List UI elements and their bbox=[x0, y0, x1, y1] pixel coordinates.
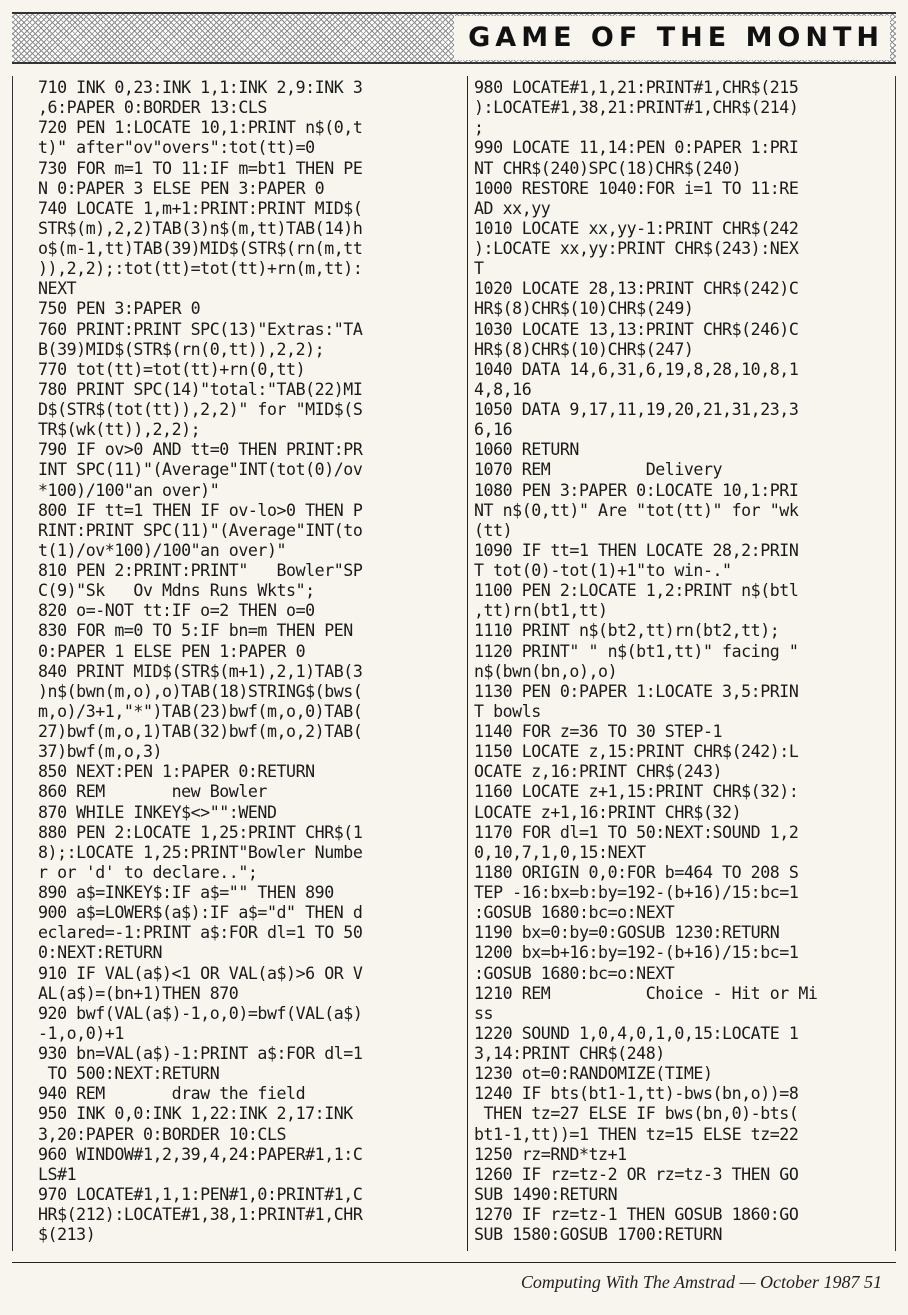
section-title: GAME OF THE MONTH bbox=[454, 16, 890, 60]
code-line: 1030 LOCATE 13,13:PRINT CHR$(246)C bbox=[474, 319, 799, 339]
code-line: 1160 LOCATE z+1,15:PRINT CHR$(32): bbox=[474, 782, 799, 802]
code-line: 740 LOCATE 1,m+1:PRINT:PRINT MID$( bbox=[38, 198, 363, 218]
code-line: 1050 DATA 9,17,11,19,20,21,31,23,3 bbox=[474, 400, 799, 419]
code-line: 1100 PEN 2:LOCATE 1,2:PRINT n$(btl bbox=[474, 581, 799, 601]
code-line: 1230 ot=0:RANDOMIZE(TIME) bbox=[474, 1064, 713, 1084]
code-line: 1090 IF tt=1 THEN LOCATE 28,2:PRIN bbox=[474, 540, 799, 560]
code-line: SUB 1490:RETURN bbox=[474, 1184, 618, 1204]
code-line: 8);:LOCATE 1,25:PRINT"Bowler Numbe bbox=[38, 842, 363, 862]
code-line: HR$(8)CHR$(10)CHR$(249) bbox=[474, 299, 694, 319]
code-line: 1260 IF rz=tz-2 OR rz=tz-3 THEN GO bbox=[474, 1164, 799, 1184]
code-line: N 0:PAPER 3 ELSE PEN 3:PAPER 0 bbox=[38, 178, 325, 198]
code-line: 1200 bx=b+16:by=192-(b+16)/15:bc=1 bbox=[474, 943, 799, 963]
code-line: 850 NEXT:PEN 1:PAPER 0:RETURN bbox=[38, 762, 315, 782]
code-line: 870 WHILE INKEY$<>"":WEND bbox=[38, 802, 277, 822]
code-line: NT n$(0,tt)" Are "tot(tt)" for "wk bbox=[474, 500, 799, 520]
code-line: :GOSUB 1680:bc=o:NEXT bbox=[474, 903, 675, 923]
code-line: 6,16 bbox=[474, 420, 513, 440]
code-line: T bowls bbox=[474, 701, 541, 721]
code-line: r or 'd' to declare.."; bbox=[38, 862, 258, 882]
code-line: 1060 RETURN bbox=[474, 440, 579, 460]
code-line: NT CHR$(240)SPC(18)CHR$(240) bbox=[474, 158, 742, 178]
code-line: 3,20:PAPER 0:BORDER 10:CLS bbox=[38, 1124, 287, 1144]
code-line: 1020 LOCATE 28,13:PRINT CHR$(242)C bbox=[474, 279, 799, 299]
code-line: 1080 PEN 3:PAPER 0:LOCATE 10,1:PRI bbox=[474, 480, 799, 500]
code-line: 1130 PEN 0:PAPER 1:LOCATE 3,5:PRIN bbox=[474, 681, 799, 701]
code-line: NEXT bbox=[38, 279, 77, 299]
code-line: TR$(wk(tt)),2,2); bbox=[38, 420, 201, 440]
code-line: (tt) bbox=[474, 520, 513, 540]
code-line: 1120 PRINT" " n$(bt1,tt)" facing " bbox=[474, 641, 799, 661]
page-right-rule bbox=[895, 76, 896, 1251]
code-line: TO 500:NEXT:RETURN bbox=[38, 1064, 220, 1084]
code-line: RINT:PRINT SPC(11)"(Average"INT(to bbox=[38, 520, 363, 540]
code-line: 980 LOCATE#1,1,21:PRINT#1,CHR$(215 bbox=[474, 78, 799, 97]
code-line: 1000 RESTORE 1040:FOR i=1 TO 11:RE bbox=[474, 178, 799, 198]
code-line: 0:NEXT:RETURN bbox=[38, 943, 163, 963]
code-line: 1070 REM Delivery bbox=[474, 460, 723, 480]
code-line: 770 tot(tt)=tot(tt)+rn(0,tt) bbox=[38, 359, 306, 379]
code-line: INT SPC(11)"(Average"INT(tot(0)/ov bbox=[38, 460, 363, 480]
code-line: 890 a$=INKEY$:IF a$="" THEN 890 bbox=[38, 883, 334, 902]
code-line: n$(bwn(bn,o),o) bbox=[474, 661, 618, 681]
code-line: 830 FOR m=0 TO 5:IF bn=m THEN PEN bbox=[38, 621, 353, 641]
column-divider bbox=[467, 76, 468, 1251]
footer-rule bbox=[12, 1262, 896, 1263]
code-line: 910 IF VAL(a$)<1 OR VAL(a$)>6 OR V bbox=[38, 963, 363, 983]
code-line: 1170 FOR dl=1 TO 50:NEXT:SOUND 1,2 bbox=[474, 822, 799, 842]
code-line: eclared=-1:PRINT a$:FOR dl=1 TO 50 bbox=[38, 923, 363, 943]
code-line: 880 PEN 2:LOCATE 1,25:PRINT CHR$(1 bbox=[38, 822, 363, 842]
code-line: 1150 LOCATE z,15:PRINT CHR$(242):L bbox=[474, 742, 799, 762]
code-line: D$(STR$(tot(tt)),2,2)" for "MID$(S bbox=[38, 400, 363, 419]
code-line: 1110 PRINT n$(bt2,tt)rn(bt2,tt); bbox=[474, 621, 780, 641]
code-line: 730 FOR m=1 TO 11:IF m=bt1 THEN PE bbox=[38, 158, 363, 178]
code-line: bt1-1,tt))=1 THEN tz=15 ELSE tz=22 bbox=[474, 1124, 799, 1144]
page-header-banner bbox=[12, 12, 896, 64]
code-line: 1010 LOCATE xx,yy-1:PRINT CHR$(242 bbox=[474, 218, 799, 238]
code-line: LS#1 bbox=[38, 1164, 77, 1184]
code-line: )),2,2);:tot(tt)=tot(tt)+rn(m,tt): bbox=[38, 259, 363, 279]
code-line: 780 PRINT SPC(14)"total:"TAB(22)MI bbox=[38, 379, 363, 399]
code-line: 1240 IF bts(bt1-1,tt)-bws(bn,o))=8 bbox=[474, 1084, 799, 1104]
code-line: T bbox=[474, 259, 484, 279]
code-line: -1,o,0)+1 bbox=[38, 1023, 124, 1043]
code-line: t(1)/ov*100)/100"an over)" bbox=[38, 540, 287, 560]
code-line: 27)bwf(m,o,1)TAB(32)bwf(m,o,2)TAB( bbox=[38, 722, 363, 741]
code-line: 3,14:PRINT CHR$(248) bbox=[474, 1044, 665, 1063]
code-line: OCATE z,16:PRINT CHR$(243) bbox=[474, 762, 723, 782]
code-line: 1140 FOR z=36 TO 30 STEP-1 bbox=[474, 722, 723, 741]
code-line: ):LOCATE xx,yy:PRINT CHR$(243):NEX bbox=[474, 239, 799, 258]
code-line: 940 REM draw the field bbox=[38, 1084, 306, 1104]
page-footer: Computing With The Amstrad — October 1987 51 bbox=[520, 1272, 882, 1292]
code-line: AL(a$)=(bn+1)THEN 870 bbox=[38, 983, 239, 1003]
code-line: 1250 rz=RND*tz+1 bbox=[474, 1144, 627, 1164]
code-line: 710 INK 0,23:INK 1,1:INK 2,9:INK 3 bbox=[38, 78, 363, 97]
code-line: T tot(0)-tot(1)+1"to win-." bbox=[474, 561, 732, 580]
code-line: 37)bwf(m,o,3) bbox=[38, 742, 163, 762]
code-line: SUB 1580:GOSUB 1700:RETURN bbox=[474, 1225, 723, 1245]
code-line: 990 LOCATE 11,14:PEN 0:PAPER 1:PRI bbox=[474, 138, 799, 158]
code-line: 1270 IF rz=tz-1 THEN GOSUB 1860:GO bbox=[474, 1205, 799, 1224]
code-line: 790 IF ov>0 AND tt=0 THEN PRINT:PR bbox=[38, 440, 363, 460]
code-line: 960 WINDOW#1,2,39,4,24:PAPER#1,1:C bbox=[38, 1144, 363, 1164]
code-line: B(39)MID$(STR$(rn(0,tt)),2,2); bbox=[38, 339, 325, 359]
code-line: 810 PEN 2:PRINT:PRINT" Bowler"SP bbox=[38, 561, 363, 580]
code-line: 1220 SOUND 1,0,4,0,1,0,15:LOCATE 1 bbox=[474, 1023, 799, 1043]
code-line: 760 PRINT:PRINT SPC(13)"Extras:"TA bbox=[38, 319, 363, 339]
code-line: 720 PEN 1:LOCATE 10,1:PRINT n$(0,t bbox=[38, 118, 363, 138]
code-line: 970 LOCATE#1,1,1:PEN#1,0:PRINT#1,C bbox=[38, 1184, 363, 1204]
code-line: 860 REM new Bowler bbox=[38, 782, 267, 802]
code-line: 1180 ORIGIN 0,0:FOR b=464 TO 208 S bbox=[474, 862, 799, 882]
code-line: TEP -16:bx=b:by=192-(b+16)/15:bc=1 bbox=[474, 883, 799, 902]
code-line: STR$(m),2,2)TAB(3)n$(m,tt)TAB(14)h bbox=[38, 218, 363, 238]
code-line: 1040 DATA 14,6,31,6,19,8,28,10,8,1 bbox=[474, 359, 799, 379]
listing-column-left bbox=[38, 78, 463, 1245]
code-line: 800 IF tt=1 THEN IF ov-lo>0 THEN P bbox=[38, 500, 363, 520]
code-line: t)" after"ov"overs":tot(tt)=0 bbox=[38, 138, 315, 158]
code-line: AD xx,yy bbox=[474, 198, 551, 218]
code-line: ,tt)rn(bt1,tt) bbox=[474, 601, 608, 621]
code-line: LOCATE z+1,16:PRINT CHR$(32) bbox=[474, 802, 742, 822]
code-line: *100)/100"an over)" bbox=[38, 480, 220, 500]
code-line: ):LOCATE#1,38,21:PRINT#1,CHR$(214) bbox=[474, 98, 799, 118]
code-line: )n$(bwn(m,o),o)TAB(18)STRING$(bws( bbox=[38, 681, 363, 701]
code-line: 1190 bx=0:by=0:GOSUB 1230:RETURN bbox=[474, 923, 780, 943]
code-line: 4,8,16 bbox=[474, 379, 532, 399]
code-line: HR$(8)CHR$(10)CHR$(247) bbox=[474, 339, 694, 359]
code-line: 820 o=-NOT tt:IF o=2 THEN o=0 bbox=[38, 601, 315, 621]
code-line: 750 PEN 3:PAPER 0 bbox=[38, 299, 201, 319]
listing-column-right bbox=[474, 78, 894, 1245]
code-line: ; bbox=[474, 118, 484, 138]
code-line: m,o)/3+1,"*")TAB(23)bwf(m,o,0)TAB( bbox=[38, 701, 363, 721]
code-line: 900 a$=LOWER$(a$):IF a$="d" THEN d bbox=[38, 903, 363, 923]
code-line: :GOSUB 1680:bc=o:NEXT bbox=[474, 963, 675, 983]
code-line: 950 INK 0,0:INK 1,22:INK 2,17:INK bbox=[38, 1104, 353, 1124]
code-line: 920 bwf(VAL(a$)-1,o,0)=bwf(VAL(a$) bbox=[38, 1003, 363, 1023]
code-line: 0:PAPER 1 ELSE PEN 1:PAPER 0 bbox=[38, 641, 306, 661]
code-line: 840 PRINT MID$(STR$(m+1),2,1)TAB(3 bbox=[38, 661, 363, 681]
code-line: ss bbox=[474, 1003, 494, 1023]
code-line: o$(m-1,tt)TAB(39)MID$(STR$(rn(m,tt bbox=[38, 239, 363, 258]
code-line: THEN tz=27 ELSE IF bws(bn,0)-bts( bbox=[474, 1104, 799, 1124]
code-line: 1210 REM Choice - Hit or Mi bbox=[474, 983, 818, 1003]
code-line: C(9)"Sk Ov Mdns Runs Wkts"; bbox=[38, 581, 315, 601]
code-line: 0,10,7,1,0,15:NEXT bbox=[474, 842, 646, 862]
code-line: $(213) bbox=[38, 1225, 96, 1245]
code-line: ,6:PAPER 0:BORDER 13:CLS bbox=[38, 98, 267, 118]
code-line: 930 bn=VAL(a$)-1:PRINT a$:FOR dl=1 bbox=[38, 1044, 363, 1063]
code-line: HR$(212):LOCATE#1,38,1:PRINT#1,CHR bbox=[38, 1205, 363, 1224]
page-left-rule bbox=[12, 76, 13, 1251]
